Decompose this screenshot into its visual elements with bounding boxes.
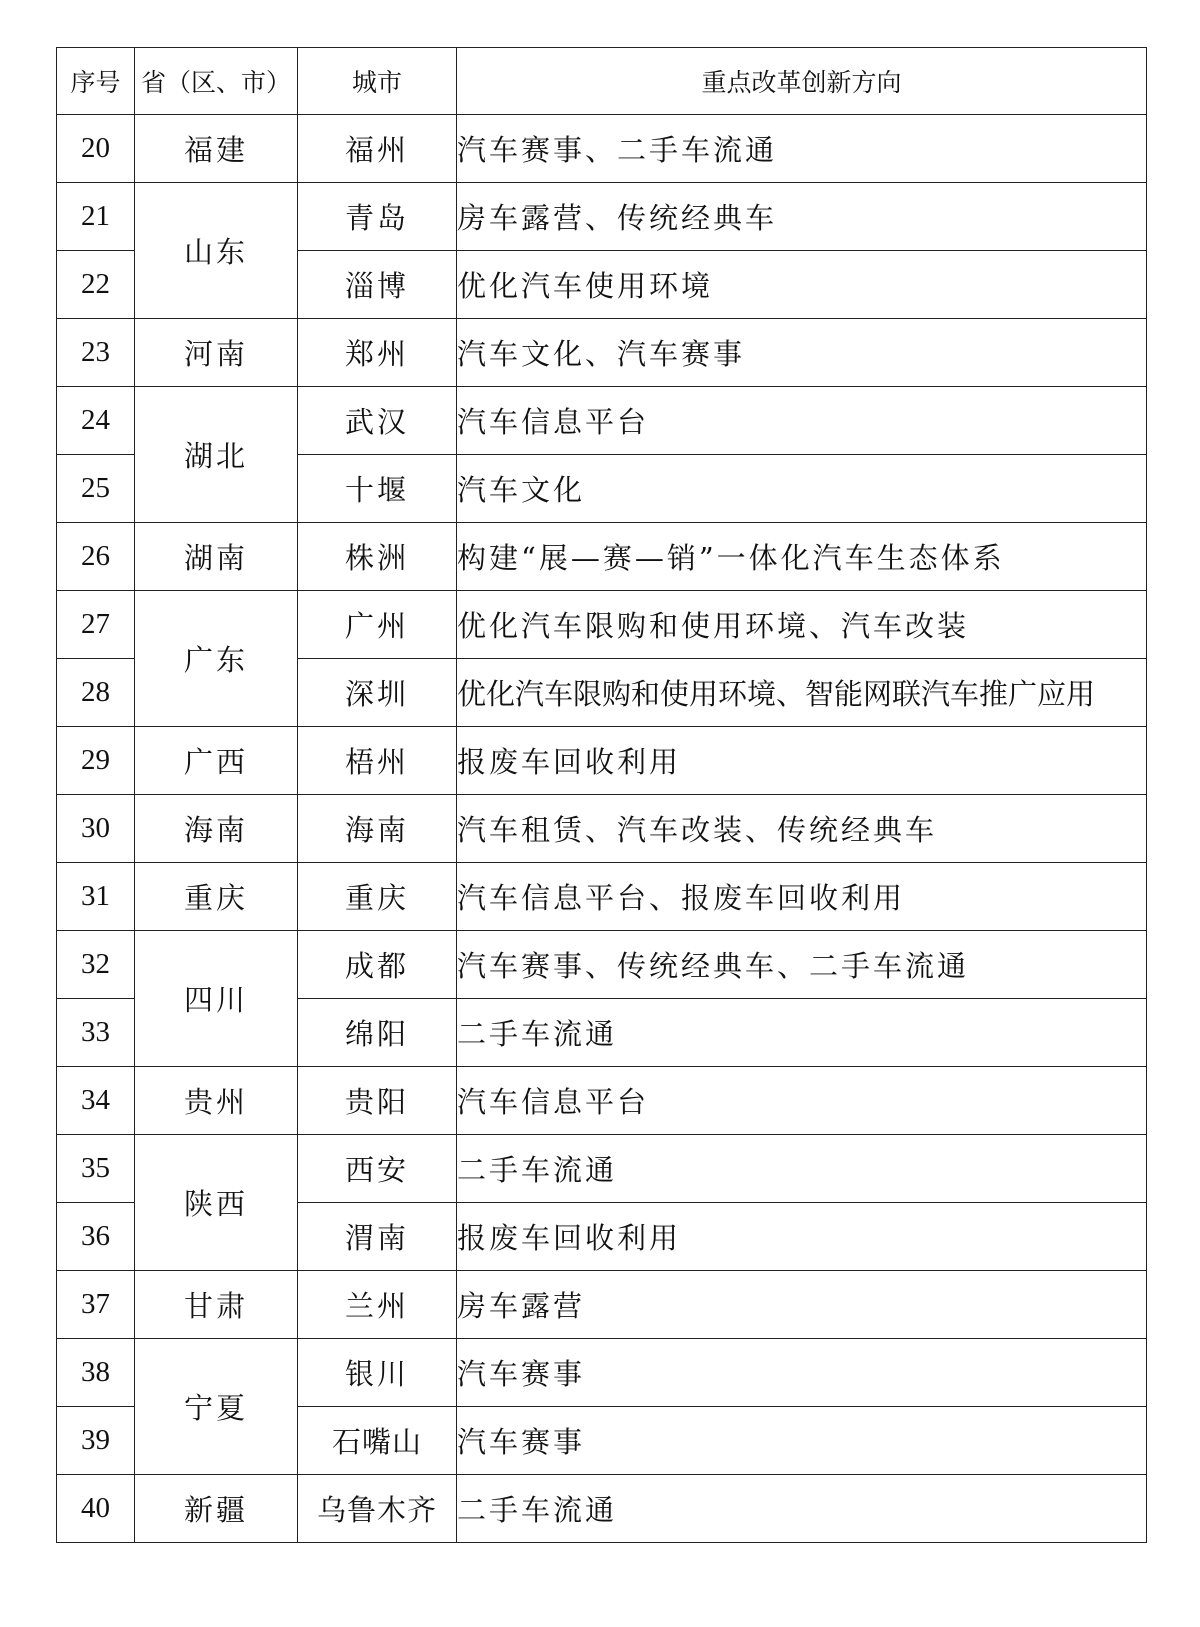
province-cell: 河南 <box>135 319 298 387</box>
row-num: 25 <box>57 455 135 523</box>
city-cell: 武汉 <box>298 387 457 455</box>
province-cell: 宁夏 <box>135 1339 298 1475</box>
city-cell: 深圳 <box>298 659 457 727</box>
city-cell: 海南 <box>298 795 457 863</box>
table-row <box>57 387 1147 455</box>
direction-cell: 优化汽车使用环境 <box>457 251 1147 319</box>
city-cell: 福州 <box>298 115 457 183</box>
province-cell: 广东 <box>135 591 298 727</box>
province-cell: 湖南 <box>135 523 298 591</box>
province-cell: 甘肃 <box>135 1271 298 1339</box>
direction-cell: 房车露营 <box>457 1271 1147 1339</box>
city-cell: 郑州 <box>298 319 457 387</box>
city-cell: 贵阳 <box>298 1067 457 1135</box>
row-num: 20 <box>57 115 135 183</box>
row-num: 29 <box>57 727 135 795</box>
table-header <box>57 48 1147 115</box>
row-num: 39 <box>57 1407 135 1475</box>
table-row <box>57 1135 1147 1203</box>
header-province: 省（区、市） <box>135 48 298 115</box>
table-row <box>57 319 1147 387</box>
direction-cell: 二手车流通 <box>457 999 1147 1067</box>
province-cell: 贵州 <box>135 1067 298 1135</box>
row-num: 21 <box>57 183 135 251</box>
direction-cell: 优化汽车限购和使用环境、智能网联汽车推广应用 <box>457 659 1147 727</box>
row-num: 31 <box>57 863 135 931</box>
city-cell: 渭南 <box>298 1203 457 1271</box>
row-num: 30 <box>57 795 135 863</box>
direction-cell: 汽车文化 <box>457 455 1147 523</box>
table-row <box>57 863 1147 931</box>
city-cell: 绵阳 <box>298 999 457 1067</box>
row-num: 23 <box>57 319 135 387</box>
header-city: 城市 <box>298 48 457 115</box>
table-row <box>57 1271 1147 1339</box>
city-cell: 淄博 <box>298 251 457 319</box>
province-cell: 陕西 <box>135 1135 298 1271</box>
province-cell: 湖北 <box>135 387 298 523</box>
direction-cell: 二手车流通 <box>457 1135 1147 1203</box>
table-row <box>57 727 1147 795</box>
table-body <box>57 115 1147 1543</box>
province-cell: 新疆 <box>135 1475 298 1543</box>
row-num: 36 <box>57 1203 135 1271</box>
row-num: 33 <box>57 999 135 1067</box>
city-cell: 银川 <box>298 1339 457 1407</box>
table-row <box>57 1475 1147 1543</box>
row-num: 22 <box>57 251 135 319</box>
row-num: 24 <box>57 387 135 455</box>
city-cell: 成都 <box>298 931 457 999</box>
reform-cities-table <box>56 47 1147 1543</box>
header-num: 序号 <box>57 48 135 115</box>
province-cell: 重庆 <box>135 863 298 931</box>
direction-cell: 汽车租赁、汽车改装、传统经典车 <box>457 795 1147 863</box>
table-row <box>57 115 1147 183</box>
table-row <box>57 931 1147 999</box>
direction-cell: 汽车赛事、传统经典车、二手车流通 <box>457 931 1147 999</box>
direction-cell: 汽车赛事 <box>457 1407 1147 1475</box>
province-cell: 四川 <box>135 931 298 1067</box>
row-num: 35 <box>57 1135 135 1203</box>
city-cell: 株洲 <box>298 523 457 591</box>
direction-cell: 二手车流通 <box>457 1475 1147 1543</box>
city-cell: 石嘴山 <box>298 1407 457 1475</box>
direction-cell: 构建“展—赛—销”一体化汽车生态体系 <box>457 523 1147 591</box>
city-cell: 青岛 <box>298 183 457 251</box>
city-cell: 兰州 <box>298 1271 457 1339</box>
direction-cell: 报废车回收利用 <box>457 1203 1147 1271</box>
table-row <box>57 591 1147 659</box>
direction-cell: 汽车信息平台 <box>457 387 1147 455</box>
city-cell: 乌鲁木齐 <box>298 1475 457 1543</box>
header-direction: 重点改革创新方向 <box>457 48 1147 115</box>
direction-cell: 汽车信息平台 <box>457 1067 1147 1135</box>
header-row <box>57 48 1147 115</box>
table-row <box>57 183 1147 251</box>
city-cell: 西安 <box>298 1135 457 1203</box>
table-row <box>57 1339 1147 1407</box>
row-num: 38 <box>57 1339 135 1407</box>
province-cell: 福建 <box>135 115 298 183</box>
direction-cell: 汽车信息平台、报废车回收利用 <box>457 863 1147 931</box>
city-cell: 重庆 <box>298 863 457 931</box>
direction-cell: 汽车文化、汽车赛事 <box>457 319 1147 387</box>
direction-cell: 报废车回收利用 <box>457 727 1147 795</box>
row-num: 28 <box>57 659 135 727</box>
city-cell: 十堰 <box>298 455 457 523</box>
row-num: 40 <box>57 1475 135 1543</box>
city-cell: 梧州 <box>298 727 457 795</box>
row-num: 37 <box>57 1271 135 1339</box>
table-row <box>57 1067 1147 1135</box>
row-num: 32 <box>57 931 135 999</box>
province-cell: 海南 <box>135 795 298 863</box>
table-row <box>57 523 1147 591</box>
table-row <box>57 795 1147 863</box>
direction-cell: 汽车赛事、二手车流通 <box>457 115 1147 183</box>
city-cell: 广州 <box>298 591 457 659</box>
direction-cell: 房车露营、传统经典车 <box>457 183 1147 251</box>
row-num: 27 <box>57 591 135 659</box>
province-cell: 山东 <box>135 183 298 319</box>
direction-cell: 汽车赛事 <box>457 1339 1147 1407</box>
row-num: 26 <box>57 523 135 591</box>
direction-cell: 优化汽车限购和使用环境、汽车改装 <box>457 591 1147 659</box>
province-cell: 广西 <box>135 727 298 795</box>
row-num: 34 <box>57 1067 135 1135</box>
